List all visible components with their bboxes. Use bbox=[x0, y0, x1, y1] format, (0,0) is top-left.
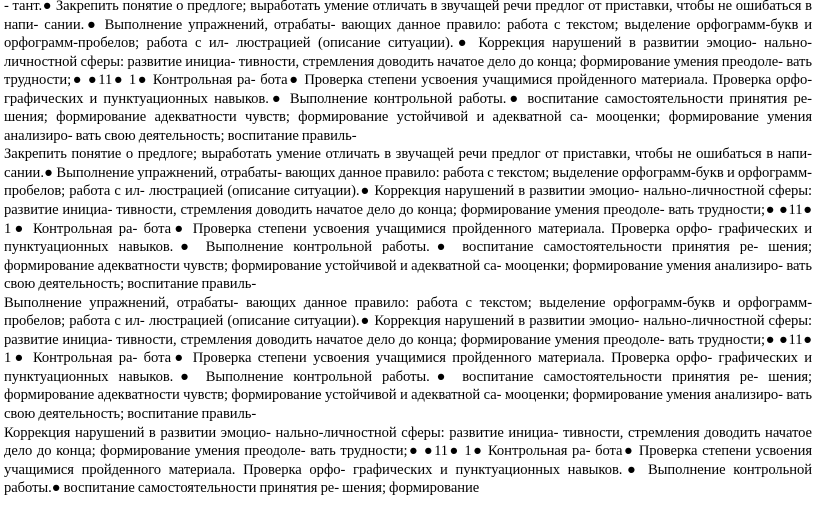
body-paragraph-3: Выполнение упражнений, отрабаты- вающих данное правило: работа с текстом; выделение орфограмм-букв и орфограмм-пробелов; работа с ил- люстрацией (описание ситуации).● Коррекция нарушений в развитии эмоцио- нально-личностной сферы: развитие инициа- тивности, стремления доводить начатое дело до конца; формирование умения преодоле- вать трудности;● ●11● 1● Контрольная ра- бота● Проверка степени усвоения учащимися пройденного материала. Проверка орфо- графических и пунктуационных навыков.● Выполнение контрольной работы.● воспитание самостоятельности принятия ре- шения; формирование адекватности чувств; формирование устойчивой и адекватной са- мооценки; формирование умения анализиро- вать свою деятельность; воспитание правиль- bbox=[4, 294, 812, 423]
body-paragraph-1: - тант.● Закрепить понятие о предлоге; выработать умение отличать в звучащей речи предлог от приставки, чтобы не ошибаться в напи- сании.● Выполнение упражнений, отрабаты- вающих данное правило: работа с текстом; выделение орфограмм-букв и орфограмм-пробелов; работа с ил- люстрацией (описание ситуации).● Коррекция нарушений в развитии эмоцио- нально-личностной сферы: развитие инициа- тивности, стремления доводить начатое дело до конца; формирование умения преодоле- вать трудности;● ●11● 1● Контрольная ра- бота● Проверка степени усвоения учащимися пройденного материала. Проверка орфо- графических и пунктуационных навыков.● Выполнение контрольной работы.● воспитание самостоятельности принятия ре- шения; формирование адекватности чувств; формирование устойчивой и адекватной са- мооценки; формирование умения анализиро- вать свою деятельность; воспитание правиль- bbox=[4, 0, 812, 144]
body-paragraph-4: Коррекция нарушений в развитии эмоцио- нально-личностной сферы: развитие инициа- тивности, стремления доводить начатое дело до конца; формирование умения преодоле- вать трудности;● ●11● 1● Контрольная ра- бота● Проверка степени усвоения учащимися пройденного материала. Проверка орфо- графических и пунктуационных навыков.● Выполнение контрольной работы.● воспитание самостоятельности принятия ре- шения; формирование bbox=[4, 424, 812, 497]
body-paragraph-2: Закрепить понятие о предлоге; выработать умение отличать в звучащей речи предлог от приставки, чтобы не ошибаться в напи- сании.● Выполнение упражнений, отрабаты- вающих данное правило: работа с текстом; выделение орфограмм-букв и орфограмм-пробелов; работа с ил- люстрацией (описание ситуации).● Коррекция нарушений в развитии эмоцио- нально-личностной сферы: развитие инициа- тивности, стремления доводить начатое дело до конца; формирование умения преодоле- вать трудности;● ●11● 1● Контрольная ра- бота● Проверка степени усвоения учащимися пройденного материала. Проверка орфо- графических и пунктуационных навыков.● Выполнение контрольной работы.● воспитание самостоятельности принятия ре- шения; формирование адекватности чувств; формирование устойчивой и адекватной са- мооценки; формирование умения анализиро- вать свою деятельность; воспитание правиль- bbox=[4, 146, 812, 293]
